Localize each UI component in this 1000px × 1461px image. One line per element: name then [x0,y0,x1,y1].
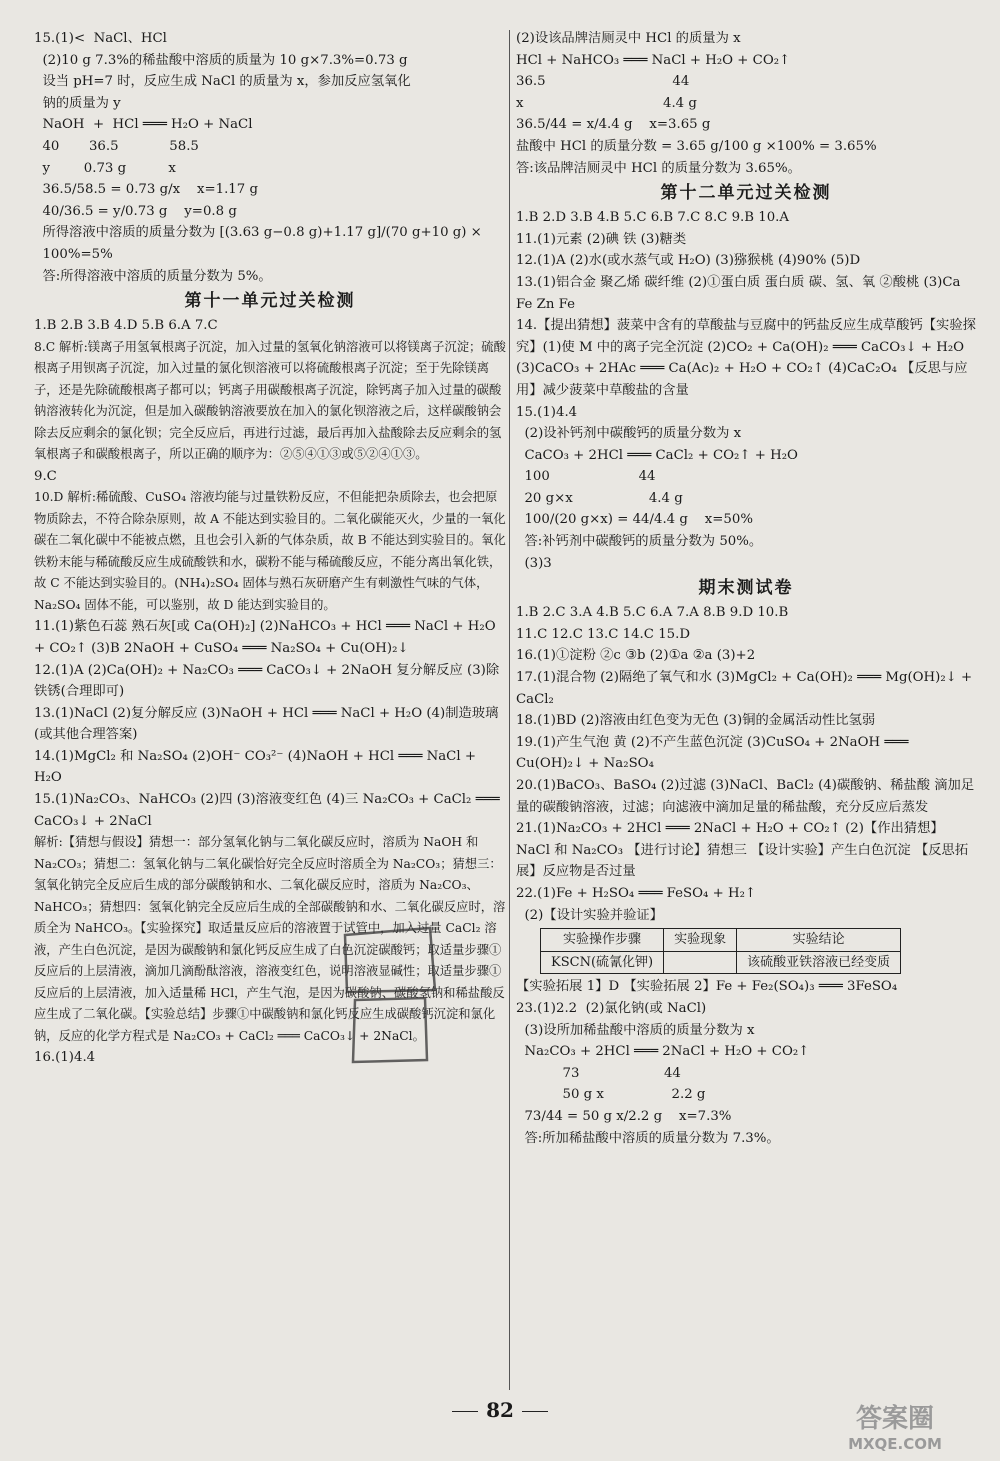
unit12-answers [516,207,976,574]
answer-line: (2)设补钙剂中碳酸钙的质量分数为 x [516,426,742,442]
text-line: 36.5/44 = x/4.4 g x=3.65 g [516,117,711,133]
answer-line: 20.(1)BaCO₃、BaSO₄ (2)过滤 (3)NaCl、BaCl₂ (4)碳酸钠、稀盐酸 滴加足量的碳酸钠溶液，过滤；向滤液中滴加足量的稀盐酸，充分反应后蒸发 [516,778,975,815]
answer-line: (2)【设计实验并验证】 [516,907,663,923]
answer-line: 21.(1)Na₂CO₃ + 2HCl ═══ 2NaCl + H₂O + CO₂↑ (2)【作出猜想】NaCl 和 Na₂CO₃ 【进行讨论】猜想三 【设计实验】产生白色沉淀 【反思拓展】反应物是否过量 [516,821,969,880]
text-line: 答:所得溶液中溶质的质量分数为 5%。 [34,268,272,284]
answer-line: 1.B 2.D 3.B 4.B 5.C 6.B 7.C 8.C 9.B 10.A [516,210,790,226]
table-cell [664,951,737,974]
left-top-block [34,28,506,287]
answer-line: 15.(1)Na₂CO₃、NaHCO₃ (2)四 (3)溶液变红色 (4)三 Na₂CO₃ + CaCl₂ ═══ CaCO₃↓ + 2NaCl [34,792,500,829]
text-line: 设当 pH=7 时，反应生成 NaCl 的质量为 x，参加反应氢氧化 [34,74,411,90]
watermark-text: 答案圈 [855,1404,935,1434]
answer-line: 答:所加稀盐酸中溶质的质量分数为 7.3%。 [516,1130,780,1146]
text-line: x 4.4 g [516,95,697,111]
table-header-row [541,929,901,952]
answer-line: 11.(1)元素 (2)碘 铁 (3)糖类 [516,231,687,247]
answer-line: 16.(1)4.4 [34,1050,96,1066]
answer-line: 14.(1)MgCl₂ 和 Na₂SO₄ (2)OH⁻ CO₃²⁻ (4)NaOH + HCl ═══ NaCl + H₂O [34,748,476,786]
right-column [516,28,976,1149]
handwritten-sketch [335,920,445,1070]
right-top-block [516,28,976,179]
answer-line: 17.(1)混合物 (2)隔绝了氧气和水 (3)MgCl₂ + Ca(OH)₂ ═══ Mg(OH)₂↓ + CaCl₂ [516,670,973,707]
left-column [34,28,506,1069]
answer-explanation: 8.C 解析:镁离子用氢氧根离子沉淀，加入过量的氢氧化钠溶液可以将镁离子沉淀；硫酸根离子用钡离子沉淀，加入过量的氯化钡溶液可以将硫酸根离子沉淀；至于先除镁离子，还是先除硫酸根离子都可以；钙离子用碳酸根离子沉淀，除钙离子加入过量的碳酸钠溶液转化为沉淀，但是加入碳酸钠溶液要放在加入的氯化钡溶液之后，这样碳酸钠会除去反应剩余的氯化钡；完全反应后，再进行过滤，最后再加入盐酸除去反应剩余的氢氧根离子和碳酸根离子，所以正确的顺序为：②⑤④①③或⑤②④①③。 [34,339,506,462]
answer-line: 19.(1)产生气泡 黄 (2)不产生蓝色沉淀 (3)CuSO₄ + 2NaOH ═══ Cu(OH)₂↓ + Na₂SO₄ [516,734,909,772]
text-line: 盐酸中 HCl 的质量分数 = 3.65 g/100 g ×100% = 3.65% [516,138,877,154]
text-line: 100%=5% [34,246,113,262]
answer-line: 50 g x 2.2 g [516,1087,706,1103]
text-line: 40 36.5 58.5 [34,138,199,154]
text-line: NaOH + HCl ═══ H₂O + NaCl [34,117,253,133]
answer-line: 13.(1)NaCl (2)复分解反应 (3)NaOH + HCl ═══ NaCl + H₂O (4)制造玻璃(或其他合理答案) [34,705,499,743]
section-title-final: 期末测试卷 [698,578,794,599]
text-line: (2)10 g 7.3%的稀盐酸中溶质的质量为 10 g×7.3%=0.73 g [34,52,408,68]
answer-line: 11.C 12.C 13.C 14.C 15.D [516,626,690,642]
table-header-cell: 实验结论 [737,929,901,952]
text-line: 40/36.5 = y/0.73 g y=0.8 g [34,203,237,219]
section-title-unit12: 第十二单元过关检测 [660,183,832,204]
answer-line: 22.(1)Fe + H₂SO₄ ═══ FeSO₄ + H₂↑ [516,885,757,901]
final-answers [516,602,976,1149]
text-line: (2)设该品牌洁厕灵中 HCl 的质量为 x [516,31,741,46]
text-line: HCl + NaHCO₃ ═══ NaCl + H₂O + CO₂↑ [516,52,791,68]
answer-line: 13.(1)铝合金 聚乙烯 碳纤维 (2)①蛋白质 蛋白质 碳、氢、氧 ②酸桃 (3)Ca Fe Zn Fe [516,274,961,312]
answer-line: 100/(20 g×x) = 44/4.4 g x=50% [516,512,753,528]
watermark-url: MXQE.COM [848,1435,942,1453]
answer-line: 14.【提出猜想】菠菜中含有的草酸盐与豆腐中的钙盐反应生成草酸钙【实验探究】(1)使 M 中的离子完全沉淀 (2)CO₂ + Ca(OH)₂ ═══ CaCO₃↓ + H₂O (3)CaCO₃ + 2HAc ═══ Ca(Ac)₂ + H₂O + CO₂↑ (4)CaC₂O₄ 【反思与应用】减少菠菜中草酸盐的含量 [516,318,976,398]
experiment-table [540,928,901,974]
answer-line: 15.(1)4.4 [516,404,578,420]
table-header-cell: 实验现象 [664,929,737,952]
text-line: y 0.73 g x [34,160,176,176]
column-divider [509,30,510,1390]
table-header-cell: 实验操作步骤 [541,929,664,952]
answer-line: 答:补钙剂中碳酸钙的质量分数为 50%。 [516,534,763,550]
answer-line: 12.(1)A (2)水(或水蒸气或 H₂O) (3)猕猴桃 (4)90% (5)D [516,253,861,269]
answer-line: CaCO₃ + 2HCl ═══ CaCl₂ + CO₂↑ + H₂O [516,447,798,463]
answer-line: (3)3 [516,555,552,571]
page-number-dash-left [452,1411,478,1412]
section-title-unit11: 第十一单元过关检测 [184,291,356,312]
answer-line: 23.(1)2.2 (2)氯化钠(或 NaCl) [516,1000,707,1016]
answer-explanation: 解析:【猜想与假设】猜想一：部分氢氧化钠与二氧化碳反应时，溶质为 NaOH 和 Na₂CO₃；猜想二：氢氧化钠与二氧化碳恰好完全反应时溶质全为 Na₂CO₃；猜想三：氢氧化钠完全反应后生成的部分碳酸钠和水、二氧化碳反应时，溶质为 Na₂CO₃、NaHCO₃；猜想四：氢氧化钠完全反应后生成的全部碳酸钠和水、二氧化碳反应时，溶质全为 NaHCO₃。【实验探究】取适量反应后的溶液置于试管中，加入过量 CaCl₂ 溶液，产生白色沉淀，是因为碳酸钠和氯化钙反应生成了白色沉淀碳酸钙；取适量步骤①反应后的上层清液，滴加几滴酚酞溶液，溶液变红色，说明溶液显碱性；取适量步骤①反应后的上层清液，加入适量稀 HCl，产生气泡，是因为碳酸钠、碳酸氢钠和稀盐酸反应生成了二氧化碳。【实验总结】步骤①中碳酸钠和氯化钙反应生成碳酸钙沉淀和氯化钠，反应的化学方程式是 Na₂CO₃ + CaCl₂ ═══ CaCO₃↓ + 2NaCl。 [34,835,506,1043]
answer-line: 73 44 [516,1065,681,1081]
site-watermark-logo [810,1395,980,1455]
answer-line: 1.B 2.B 3.B 4.D 5.B 6.A 7.C [34,318,218,334]
answer-line: 16.(1)①淀粉 ②c ③b (2)①a ②a (3)+2 [516,648,756,664]
answer-line: 12.(1)A (2)Ca(OH)₂ + Na₂CO₃ ═══ CaCO₃↓ + 2NaOH 复分解反应 (3)除铁锈(合理即可) [34,662,500,700]
text-line: 所得溶液中溶质的质量分数为 [(3.63 g−0.8 g)+1.17 g]/(70 g+10 g) × [34,225,482,241]
answer-line: (3)设所加稀盐酸中溶质的质量分数为 x [516,1022,755,1038]
answer-line: 9.C [34,468,57,484]
page-number-dash-right [522,1411,548,1412]
answer-line: 11.(1)紫色石蕊 熟石灰[或 Ca(OH)₂] (2)NaHCO₃ + HCl ═══ NaCl + H₂O + CO₂↑ (3)B 2NaOH + CuSO₄ ═══ Na₂SO₄ + Cu(OH)₂↓ [34,619,496,656]
answer-line: 73/44 = 50 g x/2.2 g x=7.3% [516,1108,732,1124]
answer-line: 100 44 [516,469,656,485]
answer-line: 20 g×x 4.4 g [516,490,683,506]
text-line: 36.5/58.5 = 0.73 g/x x=1.17 g [34,182,258,198]
table-row [541,951,901,974]
text-line: 36.5 44 [516,74,690,90]
table-cell: 该硫酸亚铁溶液已经变质 [737,951,901,974]
text-line: 钠的质量为 y [34,95,121,111]
answer-line: 【实验拓展 1】D 【实验拓展 2】Fe + Fe₂(SO₄)₃ ═══ 3FeSO₄ [516,979,898,995]
page-number-value: 82 [486,1398,514,1422]
text-line: 答:该品牌洁厕灵中 HCl 的质量分数为 3.65%。 [516,160,801,176]
table-cell: KSCN(硫氰化钾) [541,951,664,974]
answer-line: 18.(1)BD (2)溶液由红色变为无色 (3)铜的金属活动性比氢弱 [516,713,876,729]
answer-line: 1.B 2.C 3.A 4.B 5.C 6.A 7.A 8.B 9.D 10.B [516,605,789,621]
text-line: 15.(1)< NaCl、HCl [34,31,167,46]
answer-line: Na₂CO₃ + 2HCl ═══ 2NaCl + H₂O + CO₂↑ [516,1044,810,1060]
answer-explanation: 10.D 解析:稀硫酸、CuSO₄ 溶液均能与过量铁粉反应，不但能把杂质除去，也会把原物质除去，不符合除杂原则，故 A 不能达到实验目的。二氧化碳能灭火，少量的一氧化碳在二氧化碳中不能被点燃，且也会引入新的气体杂质，故 B 不能达到实验目的。氧化铁粉末能与稀硫酸反应生成硫酸铁和水，碳粉不能与稀硫酸反应，不能分离出氧化铁，故 C 不能达到实验目的。(NH₄)₂SO₄ 固体与熟石灰研磨产生有刺激性气味的气体，Na₂SO₄ 固体不能，可以鉴别，故 D 能达到实验目的。 [34,490,506,612]
